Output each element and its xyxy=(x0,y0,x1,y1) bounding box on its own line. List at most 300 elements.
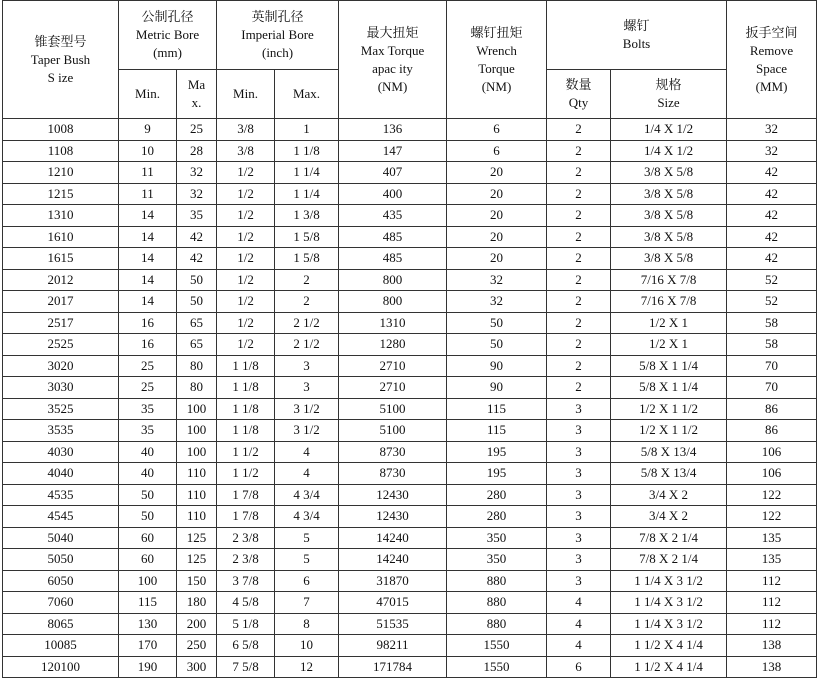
cell-remove-space: 112 xyxy=(727,570,817,592)
cell-imperial-max: 1 1/4 xyxy=(275,162,339,184)
cell-max-torque: 1310 xyxy=(339,312,447,334)
table-row xyxy=(3,527,817,549)
cell-bolt-size: 1/4 X 1/2 xyxy=(611,119,727,141)
cell-imperial-min: 4 5/8 xyxy=(217,592,275,614)
cell-bolt-size: 5/8 X 1 1/4 xyxy=(611,355,727,377)
cell-remove-space: 52 xyxy=(727,291,817,313)
cell-imperial-max: 4 3/4 xyxy=(275,484,339,506)
cell-max-torque: 2710 xyxy=(339,377,447,399)
table-row xyxy=(3,312,817,334)
header-metric-max: Ma x. xyxy=(177,70,217,119)
cell-model: 2012 xyxy=(3,269,119,291)
header-remove-space: 扳手空间 Remove Space (MM) xyxy=(727,1,817,119)
cell-model: 1108 xyxy=(3,140,119,162)
cell-imperial-min: 7 5/8 xyxy=(217,656,275,678)
cell-model: 3535 xyxy=(3,420,119,442)
header-metric-min: Min. xyxy=(119,70,177,119)
cell-wrench-torque: 20 xyxy=(447,226,547,248)
header-imperial-bore: 英制孔径 Imperial Bore (inch) xyxy=(217,1,339,70)
taper-bush-spec-table xyxy=(2,0,817,678)
table-row xyxy=(3,570,817,592)
cell-bolt-qty: 3 xyxy=(547,463,611,485)
cell-imperial-max: 4 xyxy=(275,441,339,463)
cell-imperial-max: 1 5/8 xyxy=(275,248,339,270)
cell-imperial-max: 5 xyxy=(275,549,339,571)
cell-remove-space: 86 xyxy=(727,398,817,420)
cell-metric-max: 32 xyxy=(177,183,217,205)
cell-model: 5040 xyxy=(3,527,119,549)
cell-metric-max: 125 xyxy=(177,549,217,571)
cell-wrench-torque: 1550 xyxy=(447,635,547,657)
cell-metric-min: 11 xyxy=(119,162,177,184)
cell-imperial-min: 1 1/8 xyxy=(217,355,275,377)
cell-bolt-qty: 2 xyxy=(547,226,611,248)
table-body xyxy=(3,119,817,678)
cell-bolt-size: 1 1/2 X 4 1/4 xyxy=(611,656,727,678)
table-row xyxy=(3,291,817,313)
cell-metric-max: 42 xyxy=(177,248,217,270)
cell-remove-space: 42 xyxy=(727,248,817,270)
cell-model: 8065 xyxy=(3,613,119,635)
cell-remove-space: 122 xyxy=(727,506,817,528)
cell-max-torque: 5100 xyxy=(339,420,447,442)
cell-bolt-size: 1/2 X 1 1/2 xyxy=(611,420,727,442)
cell-wrench-torque: 1550 xyxy=(447,656,547,678)
cell-max-torque: 2710 xyxy=(339,355,447,377)
cell-metric-min: 35 xyxy=(119,398,177,420)
cell-wrench-torque: 32 xyxy=(447,291,547,313)
cell-metric-min: 9 xyxy=(119,119,177,141)
cell-imperial-min: 3/8 xyxy=(217,119,275,141)
cell-imperial-max: 2 xyxy=(275,291,339,313)
header-bolt-qty: 数量 Qty xyxy=(547,70,611,119)
table-row xyxy=(3,398,817,420)
cell-metric-min: 10 xyxy=(119,140,177,162)
cell-remove-space: 32 xyxy=(727,119,817,141)
cell-bolt-size: 1 1/4 X 3 1/2 xyxy=(611,592,727,614)
cell-model: 2525 xyxy=(3,334,119,356)
cell-bolt-size: 7/16 X 7/8 xyxy=(611,269,727,291)
cell-metric-min: 115 xyxy=(119,592,177,614)
cell-remove-space: 138 xyxy=(727,656,817,678)
cell-bolt-size: 5/8 X 13/4 xyxy=(611,441,727,463)
cell-wrench-torque: 115 xyxy=(447,398,547,420)
cell-metric-min: 16 xyxy=(119,334,177,356)
cell-imperial-max: 3 1/2 xyxy=(275,420,339,442)
cell-max-torque: 800 xyxy=(339,291,447,313)
table-row xyxy=(3,463,817,485)
cell-metric-max: 150 xyxy=(177,570,217,592)
cell-bolt-qty: 2 xyxy=(547,183,611,205)
cell-imperial-min: 2 3/8 xyxy=(217,527,275,549)
table-row xyxy=(3,420,817,442)
cell-max-torque: 485 xyxy=(339,248,447,270)
header-model: 锥套型号 Taper Bush S ize xyxy=(3,1,119,119)
cell-metric-min: 190 xyxy=(119,656,177,678)
cell-max-torque: 31870 xyxy=(339,570,447,592)
header-bolt-size: 规格 Size xyxy=(611,70,727,119)
cell-imperial-max: 12 xyxy=(275,656,339,678)
cell-metric-max: 65 xyxy=(177,312,217,334)
table-row xyxy=(3,162,817,184)
cell-bolt-size: 1/2 X 1 xyxy=(611,312,727,334)
cell-model: 1210 xyxy=(3,162,119,184)
cell-bolt-qty: 2 xyxy=(547,377,611,399)
cell-imperial-max: 1 xyxy=(275,119,339,141)
cell-bolt-qty: 3 xyxy=(547,398,611,420)
cell-metric-max: 200 xyxy=(177,613,217,635)
cell-imperial-min: 1/2 xyxy=(217,312,275,334)
cell-imperial-min: 2 3/8 xyxy=(217,549,275,571)
cell-imperial-max: 3 xyxy=(275,355,339,377)
cell-remove-space: 106 xyxy=(727,441,817,463)
cell-metric-min: 50 xyxy=(119,506,177,528)
cell-wrench-torque: 880 xyxy=(447,613,547,635)
cell-metric-min: 14 xyxy=(119,269,177,291)
cell-imperial-max: 1 3/8 xyxy=(275,205,339,227)
cell-max-torque: 14240 xyxy=(339,527,447,549)
cell-max-torque: 407 xyxy=(339,162,447,184)
cell-metric-min: 50 xyxy=(119,484,177,506)
table-row xyxy=(3,377,817,399)
cell-metric-max: 100 xyxy=(177,420,217,442)
cell-imperial-max: 4 3/4 xyxy=(275,506,339,528)
cell-remove-space: 70 xyxy=(727,377,817,399)
cell-bolt-qty: 2 xyxy=(547,355,611,377)
cell-bolt-qty: 4 xyxy=(547,635,611,657)
cell-bolt-qty: 2 xyxy=(547,119,611,141)
cell-metric-min: 25 xyxy=(119,355,177,377)
cell-imperial-min: 1 1/2 xyxy=(217,441,275,463)
cell-imperial-max: 8 xyxy=(275,613,339,635)
cell-metric-max: 110 xyxy=(177,484,217,506)
cell-imperial-min: 6 5/8 xyxy=(217,635,275,657)
cell-bolt-qty: 3 xyxy=(547,549,611,571)
cell-metric-max: 35 xyxy=(177,205,217,227)
cell-metric-max: 25 xyxy=(177,119,217,141)
cell-metric-max: 300 xyxy=(177,656,217,678)
cell-bolt-size: 1/4 X 1/2 xyxy=(611,140,727,162)
cell-bolt-qty: 3 xyxy=(547,420,611,442)
cell-imperial-max: 1 1/8 xyxy=(275,140,339,162)
cell-metric-min: 170 xyxy=(119,635,177,657)
cell-metric-max: 250 xyxy=(177,635,217,657)
cell-metric-min: 40 xyxy=(119,463,177,485)
cell-metric-min: 40 xyxy=(119,441,177,463)
cell-max-torque: 8730 xyxy=(339,441,447,463)
cell-remove-space: 32 xyxy=(727,140,817,162)
header-bolts: 螺钉 Bolts xyxy=(547,1,727,70)
cell-bolt-size: 3/8 X 5/8 xyxy=(611,162,727,184)
cell-bolt-qty: 2 xyxy=(547,334,611,356)
cell-metric-max: 50 xyxy=(177,291,217,313)
header-metric-bore: 公制孔径 Metric Bore (mm) xyxy=(119,1,217,70)
cell-max-torque: 400 xyxy=(339,183,447,205)
cell-imperial-max: 2 xyxy=(275,269,339,291)
cell-imperial-max: 10 xyxy=(275,635,339,657)
header-wrench-torque: 螺钉扭矩 Wrench Torque (NM) xyxy=(447,1,547,119)
cell-remove-space: 42 xyxy=(727,162,817,184)
cell-max-torque: 485 xyxy=(339,226,447,248)
cell-max-torque: 136 xyxy=(339,119,447,141)
cell-wrench-torque: 880 xyxy=(447,592,547,614)
cell-imperial-max: 3 xyxy=(275,377,339,399)
cell-remove-space: 112 xyxy=(727,592,817,614)
cell-model: 7060 xyxy=(3,592,119,614)
cell-max-torque: 47015 xyxy=(339,592,447,614)
cell-bolt-qty: 4 xyxy=(547,613,611,635)
cell-max-torque: 98211 xyxy=(339,635,447,657)
table-row xyxy=(3,205,817,227)
cell-bolt-qty: 3 xyxy=(547,527,611,549)
table-row xyxy=(3,226,817,248)
cell-wrench-torque: 280 xyxy=(447,484,547,506)
cell-bolt-qty: 2 xyxy=(547,205,611,227)
cell-bolt-qty: 2 xyxy=(547,291,611,313)
cell-metric-max: 65 xyxy=(177,334,217,356)
cell-bolt-size: 3/8 X 5/8 xyxy=(611,205,727,227)
table-row xyxy=(3,269,817,291)
cell-model: 3030 xyxy=(3,377,119,399)
cell-remove-space: 42 xyxy=(727,205,817,227)
cell-remove-space: 52 xyxy=(727,269,817,291)
cell-imperial-min: 1/2 xyxy=(217,248,275,270)
cell-bolt-size: 7/16 X 7/8 xyxy=(611,291,727,313)
cell-remove-space: 122 xyxy=(727,484,817,506)
cell-imperial-max: 3 1/2 xyxy=(275,398,339,420)
cell-imperial-min: 1 1/2 xyxy=(217,463,275,485)
cell-bolt-size: 3/4 X 2 xyxy=(611,484,727,506)
cell-bolt-qty: 3 xyxy=(547,506,611,528)
cell-bolt-size: 1/2 X 1 xyxy=(611,334,727,356)
table-row xyxy=(3,613,817,635)
cell-remove-space: 70 xyxy=(727,355,817,377)
table-row xyxy=(3,140,817,162)
cell-metric-max: 100 xyxy=(177,441,217,463)
cell-imperial-max: 1 5/8 xyxy=(275,226,339,248)
cell-model: 4535 xyxy=(3,484,119,506)
cell-wrench-torque: 115 xyxy=(447,420,547,442)
cell-remove-space: 86 xyxy=(727,420,817,442)
cell-bolt-size: 3/8 X 5/8 xyxy=(611,248,727,270)
table-row xyxy=(3,592,817,614)
cell-model: 1215 xyxy=(3,183,119,205)
cell-imperial-max: 6 xyxy=(275,570,339,592)
cell-bolt-size: 7/8 X 2 1/4 xyxy=(611,527,727,549)
table-row xyxy=(3,549,817,571)
cell-metric-min: 16 xyxy=(119,312,177,334)
cell-bolt-size: 5/8 X 13/4 xyxy=(611,463,727,485)
cell-max-torque: 435 xyxy=(339,205,447,227)
cell-model: 4030 xyxy=(3,441,119,463)
cell-imperial-min: 1 1/8 xyxy=(217,420,275,442)
cell-model: 4040 xyxy=(3,463,119,485)
cell-imperial-min: 1/2 xyxy=(217,226,275,248)
cell-model: 4545 xyxy=(3,506,119,528)
cell-wrench-torque: 20 xyxy=(447,248,547,270)
cell-wrench-torque: 32 xyxy=(447,269,547,291)
cell-model: 1615 xyxy=(3,248,119,270)
cell-max-torque: 51535 xyxy=(339,613,447,635)
cell-metric-min: 130 xyxy=(119,613,177,635)
cell-metric-min: 14 xyxy=(119,291,177,313)
cell-metric-min: 14 xyxy=(119,248,177,270)
cell-max-torque: 12430 xyxy=(339,484,447,506)
cell-remove-space: 135 xyxy=(727,527,817,549)
cell-remove-space: 106 xyxy=(727,463,817,485)
cell-imperial-min: 1/2 xyxy=(217,205,275,227)
table-row xyxy=(3,183,817,205)
table-row xyxy=(3,119,817,141)
cell-wrench-torque: 350 xyxy=(447,549,547,571)
cell-bolt-size: 3/4 X 2 xyxy=(611,506,727,528)
cell-remove-space: 58 xyxy=(727,334,817,356)
cell-wrench-torque: 20 xyxy=(447,205,547,227)
cell-wrench-torque: 50 xyxy=(447,334,547,356)
cell-max-torque: 1280 xyxy=(339,334,447,356)
header-imperial-min: Min. xyxy=(217,70,275,119)
cell-remove-space: 112 xyxy=(727,613,817,635)
table-row xyxy=(3,506,817,528)
cell-bolt-size: 5/8 X 1 1/4 xyxy=(611,377,727,399)
cell-remove-space: 138 xyxy=(727,635,817,657)
cell-max-torque: 147 xyxy=(339,140,447,162)
cell-bolt-qty: 2 xyxy=(547,140,611,162)
cell-remove-space: 135 xyxy=(727,549,817,571)
cell-metric-max: 80 xyxy=(177,377,217,399)
cell-metric-max: 110 xyxy=(177,463,217,485)
cell-model: 5050 xyxy=(3,549,119,571)
cell-bolt-qty: 3 xyxy=(547,441,611,463)
cell-bolt-qty: 3 xyxy=(547,484,611,506)
cell-bolt-qty: 4 xyxy=(547,592,611,614)
cell-imperial-max: 5 xyxy=(275,527,339,549)
cell-metric-min: 14 xyxy=(119,205,177,227)
cell-metric-max: 28 xyxy=(177,140,217,162)
cell-imperial-min: 1 7/8 xyxy=(217,506,275,528)
cell-imperial-min: 1/2 xyxy=(217,162,275,184)
cell-bolt-size: 1 1/2 X 4 1/4 xyxy=(611,635,727,657)
table-row xyxy=(3,355,817,377)
cell-metric-max: 110 xyxy=(177,506,217,528)
cell-imperial-min: 5 1/8 xyxy=(217,613,275,635)
cell-wrench-torque: 880 xyxy=(447,570,547,592)
cell-metric-max: 100 xyxy=(177,398,217,420)
cell-wrench-torque: 195 xyxy=(447,463,547,485)
cell-imperial-max: 1 1/4 xyxy=(275,183,339,205)
cell-max-torque: 12430 xyxy=(339,506,447,528)
cell-model: 120100 xyxy=(3,656,119,678)
cell-model: 3020 xyxy=(3,355,119,377)
cell-metric-min: 35 xyxy=(119,420,177,442)
table-row xyxy=(3,656,817,678)
cell-wrench-torque: 50 xyxy=(447,312,547,334)
cell-imperial-min: 3 7/8 xyxy=(217,570,275,592)
cell-bolt-size: 1 1/4 X 3 1/2 xyxy=(611,613,727,635)
cell-max-torque: 5100 xyxy=(339,398,447,420)
header-max-torque: 最大扭矩 Max Torque apac ity (NM) xyxy=(339,1,447,119)
cell-bolt-size: 3/8 X 5/8 xyxy=(611,183,727,205)
cell-wrench-torque: 6 xyxy=(447,140,547,162)
cell-metric-max: 32 xyxy=(177,162,217,184)
cell-metric-max: 180 xyxy=(177,592,217,614)
table-row xyxy=(3,484,817,506)
cell-wrench-torque: 6 xyxy=(447,119,547,141)
cell-imperial-max: 2 1/2 xyxy=(275,334,339,356)
cell-bolt-qty: 2 xyxy=(547,312,611,334)
cell-metric-max: 80 xyxy=(177,355,217,377)
cell-metric-max: 50 xyxy=(177,269,217,291)
cell-model: 1310 xyxy=(3,205,119,227)
table-row xyxy=(3,635,817,657)
cell-model: 10085 xyxy=(3,635,119,657)
cell-wrench-torque: 280 xyxy=(447,506,547,528)
cell-bolt-qty: 2 xyxy=(547,162,611,184)
cell-imperial-min: 1/2 xyxy=(217,183,275,205)
cell-metric-max: 125 xyxy=(177,527,217,549)
cell-bolt-size: 1/2 X 1 1/2 xyxy=(611,398,727,420)
header-imperial-max: Max. xyxy=(275,70,339,119)
cell-max-torque: 8730 xyxy=(339,463,447,485)
cell-metric-min: 100 xyxy=(119,570,177,592)
cell-wrench-torque: 90 xyxy=(447,355,547,377)
cell-bolt-size: 7/8 X 2 1/4 xyxy=(611,549,727,571)
cell-bolt-size: 1 1/4 X 3 1/2 xyxy=(611,570,727,592)
cell-max-torque: 171784 xyxy=(339,656,447,678)
cell-bolt-size: 3/8 X 5/8 xyxy=(611,226,727,248)
cell-metric-max: 42 xyxy=(177,226,217,248)
cell-model: 3525 xyxy=(3,398,119,420)
cell-model: 2517 xyxy=(3,312,119,334)
cell-model: 1610 xyxy=(3,226,119,248)
cell-wrench-torque: 195 xyxy=(447,441,547,463)
cell-metric-min: 11 xyxy=(119,183,177,205)
table-row xyxy=(3,248,817,270)
cell-imperial-min: 3/8 xyxy=(217,140,275,162)
cell-imperial-min: 1/2 xyxy=(217,334,275,356)
cell-model: 2017 xyxy=(3,291,119,313)
cell-bolt-qty: 6 xyxy=(547,656,611,678)
cell-bolt-qty: 2 xyxy=(547,269,611,291)
cell-wrench-torque: 20 xyxy=(447,162,547,184)
table-row xyxy=(3,441,817,463)
cell-wrench-torque: 90 xyxy=(447,377,547,399)
cell-imperial-min: 1/2 xyxy=(217,269,275,291)
cell-metric-min: 60 xyxy=(119,527,177,549)
cell-imperial-min: 1 1/8 xyxy=(217,398,275,420)
cell-imperial-min: 1 7/8 xyxy=(217,484,275,506)
cell-bolt-qty: 3 xyxy=(547,570,611,592)
cell-imperial-max: 7 xyxy=(275,592,339,614)
cell-metric-min: 60 xyxy=(119,549,177,571)
cell-remove-space: 42 xyxy=(727,183,817,205)
cell-wrench-torque: 350 xyxy=(447,527,547,549)
cell-imperial-min: 1/2 xyxy=(217,291,275,313)
cell-remove-space: 42 xyxy=(727,226,817,248)
cell-max-torque: 800 xyxy=(339,269,447,291)
cell-model: 1008 xyxy=(3,119,119,141)
cell-metric-min: 14 xyxy=(119,226,177,248)
cell-max-torque: 14240 xyxy=(339,549,447,571)
cell-imperial-max: 4 xyxy=(275,463,339,485)
cell-metric-min: 25 xyxy=(119,377,177,399)
table-row xyxy=(3,334,817,356)
cell-remove-space: 58 xyxy=(727,312,817,334)
cell-imperial-max: 2 1/2 xyxy=(275,312,339,334)
cell-imperial-min: 1 1/8 xyxy=(217,377,275,399)
cell-wrench-torque: 20 xyxy=(447,183,547,205)
cell-model: 6050 xyxy=(3,570,119,592)
